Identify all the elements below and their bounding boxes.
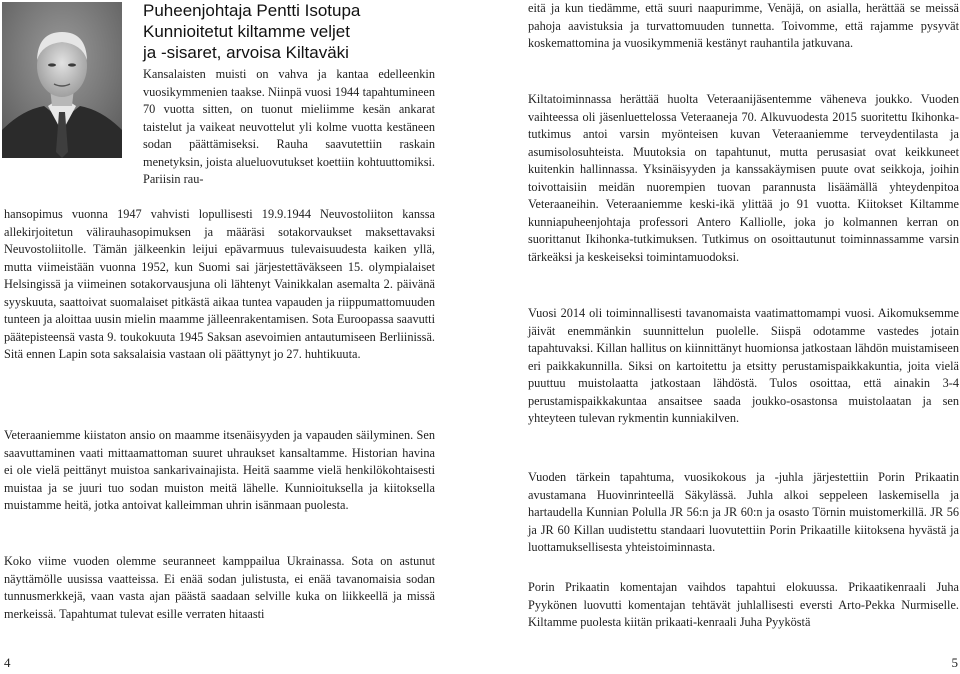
paragraph-year-2014: Vuosi 2014 oli toiminnallisesti tavanomaista vaatimattomampi vuosi. Aikomuksemme jäivät enemmänkin suunnittelun puolelle. Siispä odotamme vastedes jotain tapahtuvaksi. Killan hallitus on kiinnittänyt huomionsa jatkostaan lähdön muistamiseen eri paikkakunnilla. Siksi on kartoitettu ja etsitty perustamispaikkakuntia, joita vielä puuttuu muistolaatta jatkostaan lähdöstä. Tulos osoittaa, että ainakin 3-4 perustamispaikkakuntaa ansaitsee saada joukko-osastonsa muistolaatan ja sen yhteyteen tulevan rykmentin kunniakilven. [528,306,959,425]
intro-paragraph-continued: hansopimus vuonna 1947 vahvisti lopullisesti 19.9.1944 Neuvostoliiton kanssa allekirjoitetun välirauhasopimuksen ja määräsi sotakorvaukset maksettavaksi Neuvostoliitolle. Tämän jälkeenkin leijui epävarmuus tulevaisuudesta kaiken yllä, mutta viimeistään vuonna 1952, kun Suomi sai järjestettäväkseen 15. olympialaiset Helsingissä ja viimeinen sotakorvausjuna oli lähtenyt Vainikkalan asemalta 2. päivänä syyskuuta, saattoivat suomalaiset pitkästä aikaa tuntea vapauden ja riippumattomuuden tunteen ja aloittaa uusin mielin maamme jälleenrakentamisen. Sota Euroopassa saavutti päätepisteensä vasta 9. toukokuuta 1945 Saksan asevoimien antautumiseen Berliinissä. Sitä ennen Lapin sota saksalaisia vastaan oli päättynyt jo 27. huhtikuuta. [4,207,435,361]
headline-line-1: Puheenjohtaja Pentti Isotupa [143,1,361,20]
headline-line-2: Kunnioitetut kiltamme veljet [143,22,350,41]
headline-line-3: ja -sisaret, arvoisa Kiltaväki [143,43,349,62]
paragraph-annual-meeting: Vuoden tärkein tapahtuma, vuosikokous ja -juhla järjestettiin Porin Prikaatin avustamana Huovinrinteellä Säkylässä. Juhla alkoi seppeleen laskemisella ja hartaudella Kunnian Polulla JR 56:n ja JR 60:n ja osasto Törnin muistomerkillä. JR 56 ja JR 60 Killan uudistettu standaari luovutettiin Porin Prikaatille kiitoksena hyvästä ja luottamuksellisesta yhteistoiminnasta. [528,470,959,554]
paragraph-ukraine: Koko viime vuoden olemme seuranneet kamppailua Ukrainassa. Sota on astunut näyttämölle uusissa vaatteissa. Ei enää sodan julistusta, ei enää tavanomaisia sodan tunnusmerkkejä, vaan vasta ajan päästä saadaan selville kuka on liikkeellä ja missä merkeissä. Tapahtumat tulevat esille verraten hitaasti [4,554,435,621]
paragraph-veterans: Veteraaniemme kiistaton ansio on maamme itsenäisyyden ja vapauden säilyminen. Sen saavuttaminen vaati mittaamattoman suuret uhraukset kansaltamme. Historian havina ei ole vielä peittänyt muistoa sankarivainajista. Heitä saamme vielä henkilökohtaisesti muistaa ja se juuri tuo sodan muiston meitä lähelle. Kunnioituksella ja kiitoksella muistamme heitä, jotka antoivat kalleimman uhrin isänmaan puolesta. [4,428,435,512]
portrait-icon [2,2,122,158]
portrait-photo [2,2,122,158]
intro-paragraph: Kansalaisten muisti on vahva ja kantaa edelleenkin vuosikymmenien taakse. Niinpä vuosi 1944 tapahtumineen 70 vuotta sitten, on tuonut mieliimme kesän ankarat taistelut ja vaikeat neuvottelut yli kolme vuotta kestäneen sodan päättämiseksi. Rauha saavutettiin raskain menetyksin, joista alueluovutukset koettiin kohtuuttomiksi. Pariisin rau- [143,67,435,186]
article-headline [143,0,473,63]
paragraph-guild-activity: Kiltatoiminnassa herättää huolta Veteraanijäsentemme väheneva joukko. Vuoden vaihteessa oli jäsenluettelossa Veteraaneja 70. Alkuvuodesta 2015 suoritettu Ikihonka-tutkimus antoi varsin myönteisen kuvan Veteraaniemme terveydentilasta ja asumisolosuhteista. Muutoksia on tapahtunut, mutta perusasiat ovat keikkuneet kuitenkin hallinnassa. Yksinäisyyden ja kanssakäymisen puute ovat seikkoja, joihin toivottaisiin meidän nuorempien tuovan parannusta lisäämällä yhteydenpitoa Veteraaneihin. Veteraaniemme keski-ikä ylittää jo 91 vuotta. Kiitokset Kiltamme kunniapuheenjohtaja professori Antero Kalliolle, joka jo kolmannen kerran on suorittanut Ikihonka-tutkimuksen. Tutkimus on osoittautunut toiminnassamme varsin tärkeäksi ja keskeiseksi toimintamuodoksi. [528,92,959,264]
right-page [480,0,960,674]
page-number-left: 4 [4,655,11,670]
paragraph-commander-change: Porin Prikaatin komentajan vaihdos tapahtui elokuussa. Prikaatikenraali Juha Pyykönen luovutti komentajan tehtävät juhlallisesti eversti Arto-Pekka Nurmiselle. Kiltamme puolesta kiitän prikaati-kenraali Juha Pyyköstä [528,580,959,629]
paragraph-continuation: eitä ja kun tiedämme, että suuri naapurimme, Venäjä, on asialla, herättää se meissä pahoja aavistuksia ja turvattomuuden tunnetta. Toivomme, että rajamme pysyvät koskemattomina ja vuosikymmeniä kestänyt rauhantila jatkuvana. [528,1,959,50]
page-number-right: 5 [951,655,958,670]
